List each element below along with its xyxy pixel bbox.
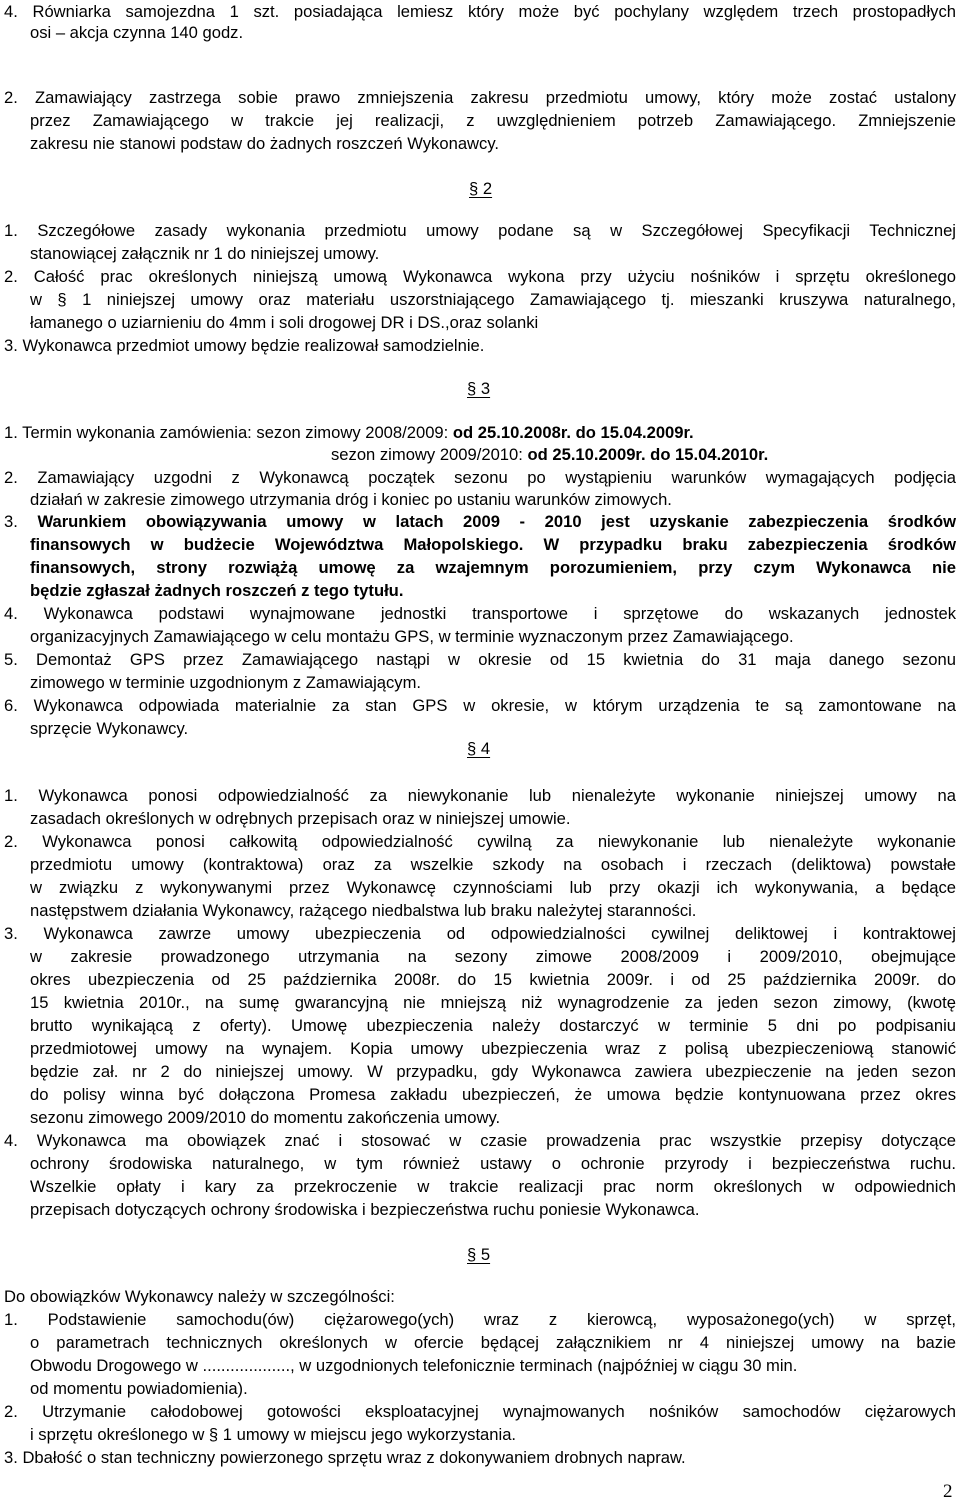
text-span: 2. Utrzymanie całodobowej gotowości eksploatacyjnej wynajmowanych nośników samochodów ciężarowych [4, 1402, 956, 1421]
text-span: zasadach określonych w odrębnych przepisach oraz w niniejszej umowie. [30, 809, 571, 828]
text-line [30, 946, 956, 968]
text-line [30, 718, 956, 740]
text-line [30, 1084, 956, 1106]
text-line [4, 422, 956, 444]
text-span: sezon zimowy 2009/2010: [331, 445, 528, 464]
text-span: przedmiotu umowy (kontraktowa) oraz za wszelkie szkody na osobach i rzeczach (deliktowa) powstałe [30, 855, 956, 874]
text-span: 4. Wykonawca ma obowiązek znać i stosować w czasie prowadzenia prac wszystkie przepisy dotyczące [4, 1131, 956, 1150]
text-line [4, 1286, 956, 1308]
section-heading [467, 1244, 490, 1266]
text-line [30, 243, 956, 265]
text-span: zakresu nie stanowi podstaw do żadnych roszczeń Wykonawcy. [30, 134, 499, 153]
text-line [4, 831, 956, 853]
text-line [30, 1378, 956, 1400]
text-line [30, 854, 956, 876]
text-span: 3. Wykonawca zawrze umowy ubezpieczenia od odpowiedzialności cywilnej deliktowej i kontraktowej [4, 924, 956, 943]
text-line [30, 1107, 956, 1129]
text-span: 2. Zamawiający zastrzega sobie prawo zmniejszenia zakresu przedmiotu umowy, który może zostać ustalony [4, 88, 956, 107]
bold-text: Warunkiem obowiązywania umowy w latach 2009 - 2010 jest uzyskanie zabezpieczenia środków [37, 512, 956, 531]
section-symbol-label: § 3 [467, 379, 491, 398]
text-line [30, 1176, 956, 1198]
text-line [30, 1038, 956, 1060]
text-span: 2. Zamawiający uzgodni z Wykonawcą początek sezonu po wystąpieniu warunków wymagających podjęcia [4, 468, 956, 487]
text-line [4, 1309, 956, 1331]
bold-text: od 25.10.2008r. do 15.04.2009r. [452, 423, 694, 442]
text-line [30, 1424, 956, 1446]
text-line [30, 1355, 956, 1377]
text-line [4, 923, 956, 945]
text-span: 1. Podstawienie samochodu(ów) ciężarowego(ych) wraz z kierowcą, wyposażonego(ych) w sprzęt, [4, 1310, 956, 1329]
section-symbol-label: § 2 [469, 179, 493, 198]
bold-text: finansowych w budżecie Województwa Małopolskiego. W przypadku braku zabezpieczenia środków [30, 535, 956, 554]
text-span: Wszelkie opłaty i kary za przekroczenie w trakcie realizacji prac norm określonych w odpowiednich [30, 1177, 956, 1196]
text-line [30, 312, 956, 334]
text-span: osi – akcja czynna 140 godz. [30, 23, 244, 42]
text-span: 3. Dbałość o stan techniczny powierzonego sprzętu wraz z dokonywaniem drobnych napraw. [4, 1448, 686, 1467]
text-span: 2. Całość prac określonych niniejszą umową Wykonawca wykona przy użyciu nośników i sprzętu określonego [4, 267, 956, 286]
text-line [4, 220, 956, 242]
text-span: Do obowiązków Wykonawcy należy w szczególności: [4, 1287, 395, 1306]
text-line [30, 1015, 956, 1037]
text-span: i sprzętu określonego w § 1 umowy w miejscu jego wykorzystania. [30, 1425, 517, 1444]
text-line [4, 1130, 956, 1152]
text-line [4, 785, 956, 807]
text-line [30, 1061, 956, 1083]
text-span: przedmiotowej umowy na wynajem. Kopia umowy ubezpieczenia wraz z polisą ubezpieczeniową stanowić [30, 1039, 956, 1058]
text-line [30, 133, 956, 155]
text-line [30, 900, 956, 922]
section-heading [467, 378, 490, 400]
bold-text: od 25.10.2009r. do 15.04.2010r. [527, 445, 769, 464]
text-line [4, 1447, 956, 1469]
text-span: 3. Wykonawca przedmiot umowy będzie realizował samodzielnie. [4, 336, 485, 355]
bold-text: finansowych, strony rozwiążą umowę za wzajemnym porozumieniem, przy czym Wykonawca nie [30, 558, 956, 577]
text-span: 3. [4, 512, 38, 531]
text-span: przepisach dotyczących ochrony środowiska i bezpieczeństwa ruchu poniesie Wykonawca. [30, 1200, 700, 1219]
text-line [30, 110, 956, 132]
text-span: do polisy winna być dołączona Promesa zakładu ubezpieczeń, że umowa będzie kontynuowana przez okres [30, 1085, 956, 1104]
text-line [4, 603, 956, 625]
text-line [30, 626, 956, 648]
text-span: 15 kwietnia 2010r., na sumę gwarancyjną nie mniejszą niż wynagrodzenie za jeden sezon zimowy, (kwotę [30, 993, 956, 1012]
text-line [4, 695, 956, 717]
text-span: od momentu powiadomienia). [30, 1379, 248, 1398]
text-line [4, 1401, 956, 1423]
text-span: ochrony środowiska naturalnego, w tym również ustawy o ochronie przyrody i bezpieczeństwa ruchu. [30, 1154, 956, 1173]
text-line [30, 1199, 956, 1221]
text-line [4, 335, 956, 357]
text-span: 2. Wykonawca ponosi całkowitą odpowiedzialność cywilną za niewykonanie lub nienależyte wykonanie [4, 832, 956, 851]
bold-text: będzie zgłaszał żadnych roszczeń z tego tytułu. [30, 581, 404, 600]
text-span: w związku z wykonywanymi przez Wykonawcę czynnościami lub przy okazji ich wykonywania, a będące [30, 878, 956, 897]
text-span: organizacyjnych Zamawiającego w celu montażu GPS, w terminie wyznaczonym przez Zamawiającego. [30, 627, 794, 646]
text-line [30, 289, 956, 311]
text-line [4, 87, 956, 109]
text-line [30, 992, 956, 1014]
section-heading [469, 178, 492, 200]
text-line [30, 1332, 956, 1354]
text-span: 1. Wykonawca ponosi odpowiedzialność za niewykonanie lub nienależyte wykonanie niniejszej umowy na [4, 786, 956, 805]
text-span: stanowiącej załącznik nr 1 do niniejszej umowy. [30, 244, 380, 263]
text-span: zimowego w terminie uzgodnionym z Zamawiającym. [30, 673, 422, 692]
text-line [30, 534, 956, 556]
text-line [30, 489, 956, 511]
text-span: będzie zał. nr 2 do niniejszej umowy. W przypadku, gdy Wykonawca zawiera ubezpieczenie na jeden sezon [30, 1062, 956, 1081]
page-number: 2 [943, 1481, 953, 1502]
text-span: o parametrach technicznych określonych w ofercie będącej załącznikiem nr 4 niniejszej umowy na bazie [30, 1333, 956, 1352]
text-span: 6. Wykonawca odpowiada materialnie za stan GPS w okresie, w którym urządzenia te są zamontowane na [4, 696, 956, 715]
text-line [30, 672, 956, 694]
text-line [4, 511, 956, 533]
text-line [4, 444, 960, 466]
text-span: w § 1 niniejszej umowy oraz materiału uszorstniającego Zamawiającego tj. mieszanki kruszywa naturalnego, [30, 290, 956, 309]
text-span: 1. Szczegółowe zasady wykonania przedmiotu umowy podane są w Szczegółowej Specyfikacji Technicznej [4, 221, 956, 240]
text-line [4, 467, 956, 489]
text-span: 5. Demontaż GPS przez Zamawiającego nastąpi w okresie od 15 kwietnia do 31 maja danego sezonu [4, 650, 956, 669]
text-line [30, 22, 956, 44]
text-line [30, 808, 956, 830]
section-symbol-label: § 4 [467, 739, 491, 758]
text-span: 1. Termin wykonania zamówienia: sezon zimowy 2008/2009: [4, 423, 453, 442]
text-line [30, 557, 956, 579]
text-span: łamanego o uziarnieniu do 4mm i soli drogowej DR i DS.,oraz solanki [30, 313, 539, 332]
text-span: sprzęcie Wykonawcy. [30, 719, 189, 738]
text-line [30, 580, 956, 602]
section-symbol-label: § 5 [467, 1245, 491, 1264]
text-line [4, 266, 956, 288]
text-line [30, 969, 956, 991]
text-line [30, 877, 956, 899]
text-span: następstwem działania Wykonawcy, rażącego niedbalstwa lub braku należytej staranności. [30, 901, 697, 920]
text-span: brutto wynikającą z oferty). Umowę ubezpieczenia należy dostarczyć w terminie 5 dni po podpisaniu [30, 1016, 956, 1035]
text-span: okres ubezpieczenia od 25 października 2008r. do 15 kwietnia 2009r. i od 25 października 2009r. do [30, 970, 956, 989]
text-span: sezonu zimowego 2009/2010 do momentu zakończenia umowy. [30, 1108, 501, 1127]
text-line [4, 649, 956, 671]
text-line [4, 1, 956, 23]
section-heading [467, 738, 490, 760]
text-span: działań w zakresie zimowego utrzymania dróg i koniec po ustaniu warunków zimowych. [30, 490, 672, 509]
text-span: w zakresie prowadzonego utrzymania na sezony zimowe 2008/2009 i 2009/2010, obejmujące [30, 947, 956, 966]
text-span: 4. Równiarka samojezdna 1 szt. posiadająca lemiesz który może być pochylany względem trzech prostopadłych [4, 2, 956, 21]
text-span: 4. Wykonawca podstawi wynajmowane jednostki transportowe i sprzętowe do wskazanych jednostek [4, 604, 956, 623]
text-span: Obwodu Drogowego w ..................., w uzgodnionych telefonicznie terminach (najpóźniej w ciągu 30 min. [30, 1356, 798, 1375]
text-span: przez Zamawiającego w trakcie jej realizacji, z uwzględnieniem potrzeb Zamawiającego. Zmniejszenie [30, 111, 956, 130]
text-line [30, 1153, 956, 1175]
